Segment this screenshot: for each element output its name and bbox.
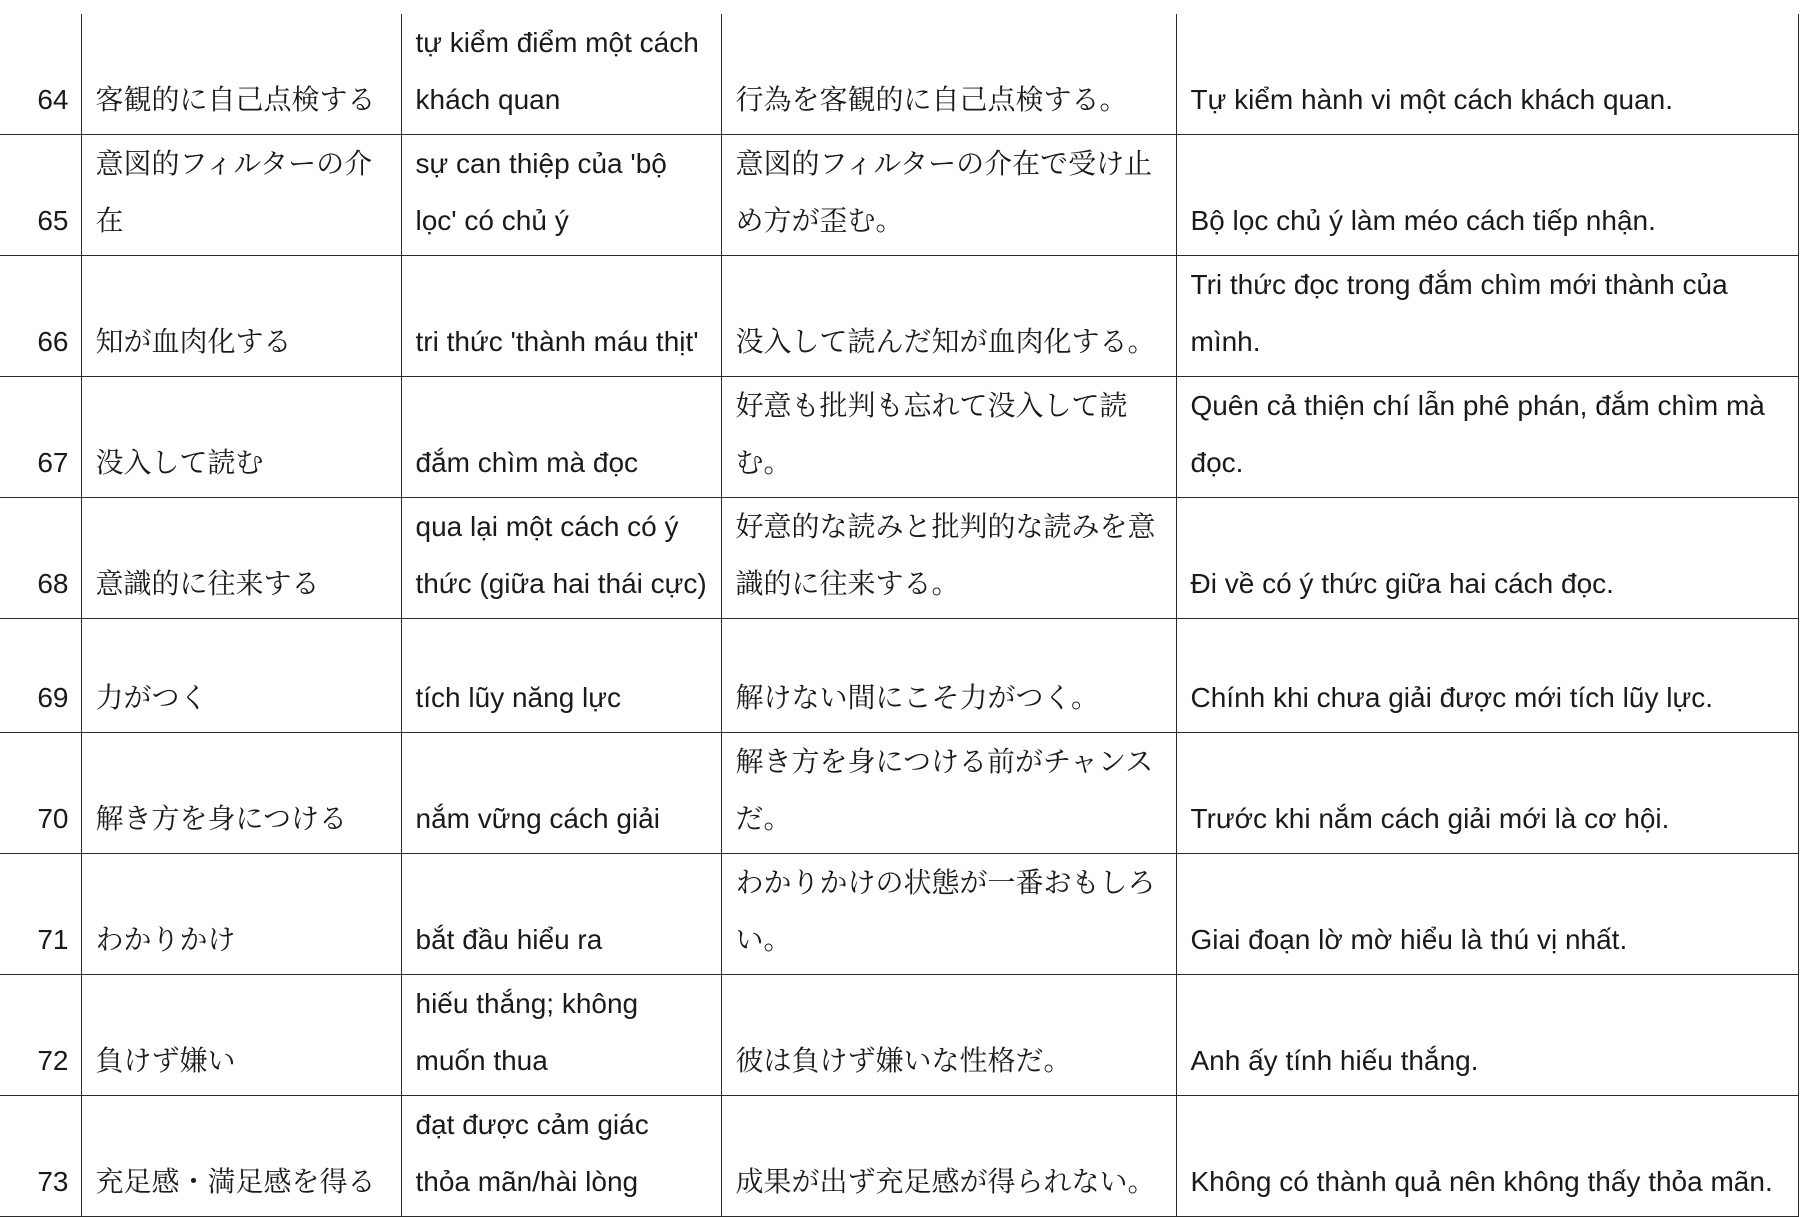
vietnamese-meaning: bắt đầu hiểu ra — [401, 854, 721, 975]
row-number: 68 — [0, 498, 81, 619]
japanese-term: 解き方を身につける — [81, 733, 401, 854]
row-number: 72 — [0, 975, 81, 1096]
japanese-term: わかりかけ — [81, 854, 401, 975]
example-translation: Tri thức đọc trong đắm chìm mới thành của mình. — [1176, 256, 1798, 377]
vocabulary-table — [0, 14, 1799, 1217]
vietnamese-meaning: hiếu thắng; không muốn thua — [401, 975, 721, 1096]
japanese-term: 意図的フィルターの介在 — [81, 135, 401, 256]
table-row — [0, 975, 1798, 1096]
example-sentence: 意図的フィルターの介在で受け止め方が歪む。 — [721, 135, 1176, 256]
example-translation: Đi về có ý thức giữa hai cách đọc. — [1176, 498, 1798, 619]
table-row — [0, 256, 1798, 377]
table-row — [0, 14, 1798, 135]
row-number: 67 — [0, 377, 81, 498]
example-translation: Anh ấy tính hiếu thắng. — [1176, 975, 1798, 1096]
example-translation: Tự kiểm hành vi một cách khách quan. — [1176, 14, 1798, 135]
table-row — [0, 733, 1798, 854]
table-row — [0, 498, 1798, 619]
example-sentence: 彼は負けず嫌いな性格だ。 — [721, 975, 1176, 1096]
row-number: 70 — [0, 733, 81, 854]
example-sentence: 解けない間にこそ力がつく。 — [721, 619, 1176, 733]
vietnamese-meaning: sự can thiệp của 'bộ lọc' có chủ ý — [401, 135, 721, 256]
row-number: 64 — [0, 14, 81, 135]
vietnamese-meaning: tự kiểm điểm một cách khách quan — [401, 14, 721, 135]
example-translation: Quên cả thiện chí lẫn phê phán, đắm chìm mà đọc. — [1176, 377, 1798, 498]
japanese-term: 力がつく — [81, 619, 401, 733]
example-translation: Không có thành quả nên không thấy thỏa mãn. — [1176, 1096, 1798, 1217]
row-number: 73 — [0, 1096, 81, 1217]
example-sentence: 成果が出ず充足感が得られない。 — [721, 1096, 1176, 1217]
table-row — [0, 1096, 1798, 1217]
japanese-term: 負けず嫌い — [81, 975, 401, 1096]
example-translation: Trước khi nắm cách giải mới là cơ hội. — [1176, 733, 1798, 854]
row-number: 66 — [0, 256, 81, 377]
japanese-term: 客観的に自己点検する — [81, 14, 401, 135]
japanese-term: 知が血肉化する — [81, 256, 401, 377]
row-number: 71 — [0, 854, 81, 975]
example-sentence: 解き方を身につける前がチャンスだ。 — [721, 733, 1176, 854]
table-row — [0, 854, 1798, 975]
example-sentence: 好意も批判も忘れて没入して読む。 — [721, 377, 1176, 498]
japanese-term: 充足感・満足感を得る — [81, 1096, 401, 1217]
example-sentence: わかりかけの状態が一番おもしろい。 — [721, 854, 1176, 975]
example-sentence: 好意的な読みと批判的な読みを意識的に往来する。 — [721, 498, 1176, 619]
japanese-term: 没入して読む — [81, 377, 401, 498]
example-translation: Chính khi chưa giải được mới tích lũy lực. — [1176, 619, 1798, 733]
vietnamese-meaning: tri thức 'thành máu thịt' — [401, 256, 721, 377]
vietnamese-meaning: tích lũy năng lực — [401, 619, 721, 733]
example-sentence: 行為を客観的に自己点検する。 — [721, 14, 1176, 135]
table-row — [0, 135, 1798, 256]
vietnamese-meaning: đắm chìm mà đọc — [401, 377, 721, 498]
example-translation: Bộ lọc chủ ý làm méo cách tiếp nhận. — [1176, 135, 1798, 256]
japanese-term: 意識的に往来する — [81, 498, 401, 619]
table-row — [0, 377, 1798, 498]
row-number: 65 — [0, 135, 81, 256]
example-translation: Giai đoạn lờ mờ hiểu là thú vị nhất. — [1176, 854, 1798, 975]
row-number: 69 — [0, 619, 81, 733]
table-row — [0, 619, 1798, 733]
vietnamese-meaning: qua lại một cách có ý thức (giữa hai thái cực) — [401, 498, 721, 619]
vietnamese-meaning: nắm vững cách giải — [401, 733, 721, 854]
vietnamese-meaning: đạt được cảm giác thỏa mãn/hài lòng — [401, 1096, 721, 1217]
example-sentence: 没入して読んだ知が血肉化する。 — [721, 256, 1176, 377]
